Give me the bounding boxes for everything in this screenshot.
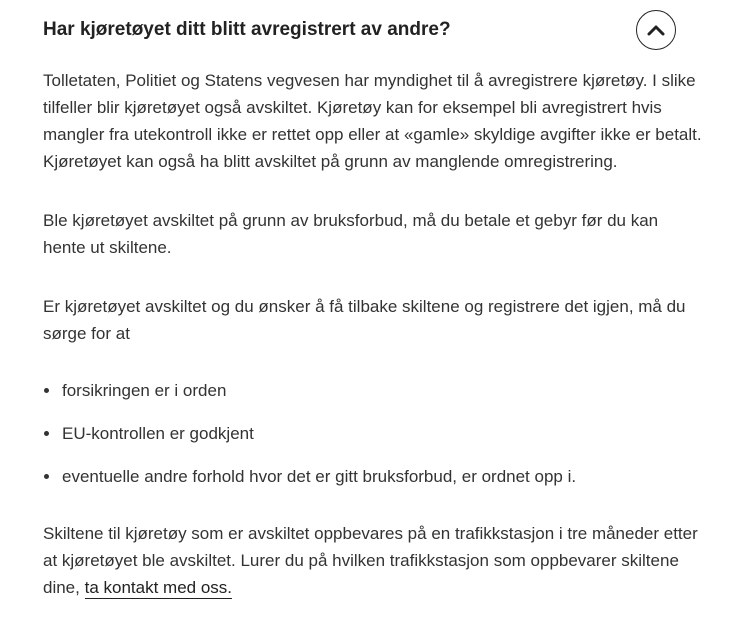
- accordion-title[interactable]: Har kjøretøyet ditt blitt avregistrert av andre?: [43, 19, 451, 40]
- list-item-text: EU-kontrollen er godkjent: [62, 424, 254, 443]
- bullet-icon: [44, 474, 49, 479]
- bullet-icon: [44, 431, 49, 436]
- contact-us-link[interactable]: ta kontakt med oss.: [84, 578, 232, 597]
- list-item: [43, 420, 703, 447]
- list-item: [43, 463, 703, 490]
- paragraph-plate-storage-text: Skiltene til kjøretøy som er avskiltet oppbevares på en trafikkstasjon i tre måneder etter at kjøretøyet ble avskiltet. Lurer du på hvilken trafikkstasjon som oppbevarer skiltene dine,: [43, 524, 698, 597]
- list-item-text: eventuelle andre forhold hvor det er gitt bruksforbud, er ordnet opp i.: [62, 467, 577, 486]
- requirements-list: [43, 377, 703, 490]
- chevron-up-icon: [646, 23, 666, 37]
- paragraph-plate-storage: [43, 520, 703, 601]
- paragraph-fee-info: Ble kjøretøyet avskiltet på grunn av bruksforbud, må du betale et gebyr før du kan hente ut skiltene.: [43, 211, 659, 257]
- bullet-icon: [44, 388, 49, 393]
- paragraph-deregistration-info: Tolletaten, Politiet og Statens vegvesen har myndighet til å avregistrere kjøretøy. I slike tilfeller blir kjøretøyet også avskiltet. Kjøretøy kan for eksempel bli avregistrert hvis mangler fra utekontroll ikke er rettet opp eller at «gamle» skyldige avgifter ikke er betalt. Kjøretøyet kan også ha blitt avskiltet på grunn av manglende omregistrering.: [43, 71, 702, 171]
- list-item: [43, 377, 703, 404]
- accordion-header[interactable]: [0, 0, 752, 62]
- paragraph-requirements-intro: Er kjøretøyet avskiltet og du ønsker å få tilbake skiltene og registrere det igjen, må du sørge for at: [43, 297, 686, 343]
- list-item-text: forsikringen er i orden: [62, 381, 227, 400]
- accordion-content: [43, 67, 703, 601]
- collapse-button[interactable]: [636, 10, 676, 50]
